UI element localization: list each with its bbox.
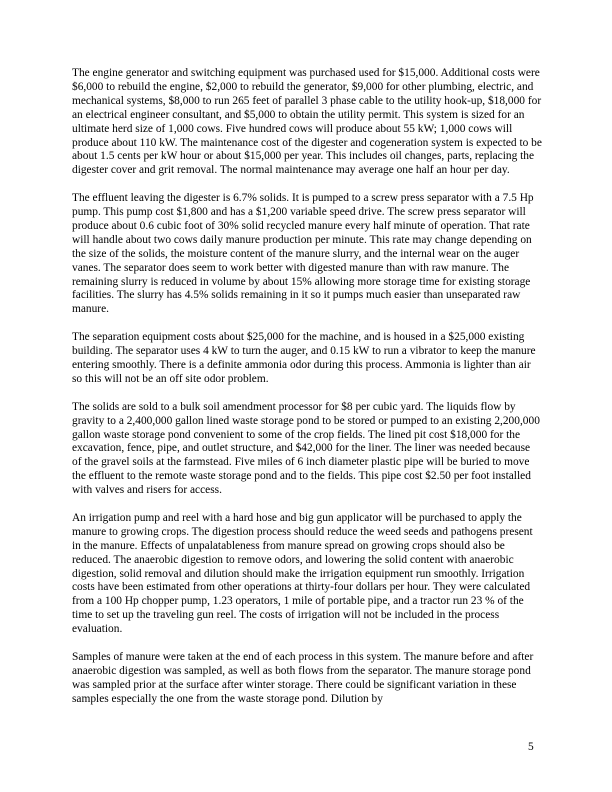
paragraph-manure-samples: Samples of manure were taken at the end of each process in this system. The manure before and after anaerobic digestion was sampled, as well as both flows from the separator. The manure storage pond was sampled prior at the surface after winter storage. There could be significant variation in these samples especially the one from the waste storage pond. Dilution by xyxy=(72,650,534,705)
page-number: 5 xyxy=(528,741,534,753)
paragraph-engine-generator: The engine generator and switching equipment was purchased used for $15,000. Additional costs were $6,000 to rebuild the engine, $2,000 to rebuild the generator, $9,000 for other plumbing, electric, and mechanical systems, $8,000 to run 265 feet of parallel 3 phase cable to the utility hook-up, $18,000 for an electrical engineer consultant, and $5,000 to obtain the utility permit. This system is sized for an ultimate herd size of 1,000 cows. Five hundred cows will produce about 55 kW; 1,000 cows will produce about 110 kW. The maintenance cost of the digester and cogeneration system is expected to be about 1.5 cents per kW hour or about $15,000 per year. This includes oil changes, parts, replacing the digester cover and grit removal. The normal maintenance may average one half an hour per day. xyxy=(72,67,542,177)
document-body xyxy=(72,67,542,721)
paragraph-separation-equipment: The separation equipment costs about $25,000 for the machine, and is housed in a $25,000 existing building. The separator uses 4 kW to turn the auger, and 0.15 kW to run a vibrator to keep the manure entering smoothly. There is a definite ammonia odor during this process. Ammonia is lighter than air so this will not be an off site odor problem. xyxy=(72,331,536,385)
paragraph-effluent-separator: The effluent leaving the digester is 6.7% solids. It is pumped to a screw press separator with a 7.5 Hp pump. This pump cost $1,800 and has a $1,200 variable speed drive. The screw press separator will produce about 0.6 cubic foot of 30% solid recycled manure every half minute of operation. That rate will handle about two cows daily manure production per minute. This rate may change depending on the size of the solids, the moisture content of the manure slurry, and the internal wear on the auger vanes. The separator does seem to work better with digested manure than with raw manure. The remaining slurry is reduced in volume by about 15% allowing more storage time for existing storage facilities. The slurry has 4.5% solids remaining in it so it pumps much easier than unseparated raw manure. xyxy=(72,192,534,316)
paragraph-irrigation: An irrigation pump and reel with a hard hose and big gun applicator will be purchased to apply the manure to growing crops. The digestion process should reduce the weed seeds and pathogens present in the manure. Effects of unpalatableness from manure spread on growing crops should also be reduced. The anaerobic digestion to remove odors, and lowering the solid content with anaerobic digestion, solid removal and dilution should make the irrigation equipment run smoothly. Irrigation costs have been estimated from other operations at thirty-four dollars per hour. They were calculated from a 100 Hp chopper pump, 1.23 operators, 1 mile of portable pipe, and a tractor run 23 % of the time to set up the traveling gun reel. The costs of irrigation will not be included in the process evaluation. xyxy=(72,511,533,636)
paragraph-solids-liquids: The solids are sold to a bulk soil amendment processor for $8 per cubic yard. The liquids flow by gravity to a 2,400,000 gallon lined waste storage pond to be stored or pumped to an existing 2,200,000 gallon waste storage pond convenient to some of the crop fields. The lined pit cost $18,000 for the excavation, fence, pipe, and outlet structure, and $42,000 for the liner. The liner was needed because of the gravel soils at the farmstead. Five miles of 6 inch diameter plastic pipe will be buried to move the effluent to the remote waste storage pond and to the fields. This pipe cost $2.50 per foot installed with valves and risers for access. xyxy=(72,400,540,497)
